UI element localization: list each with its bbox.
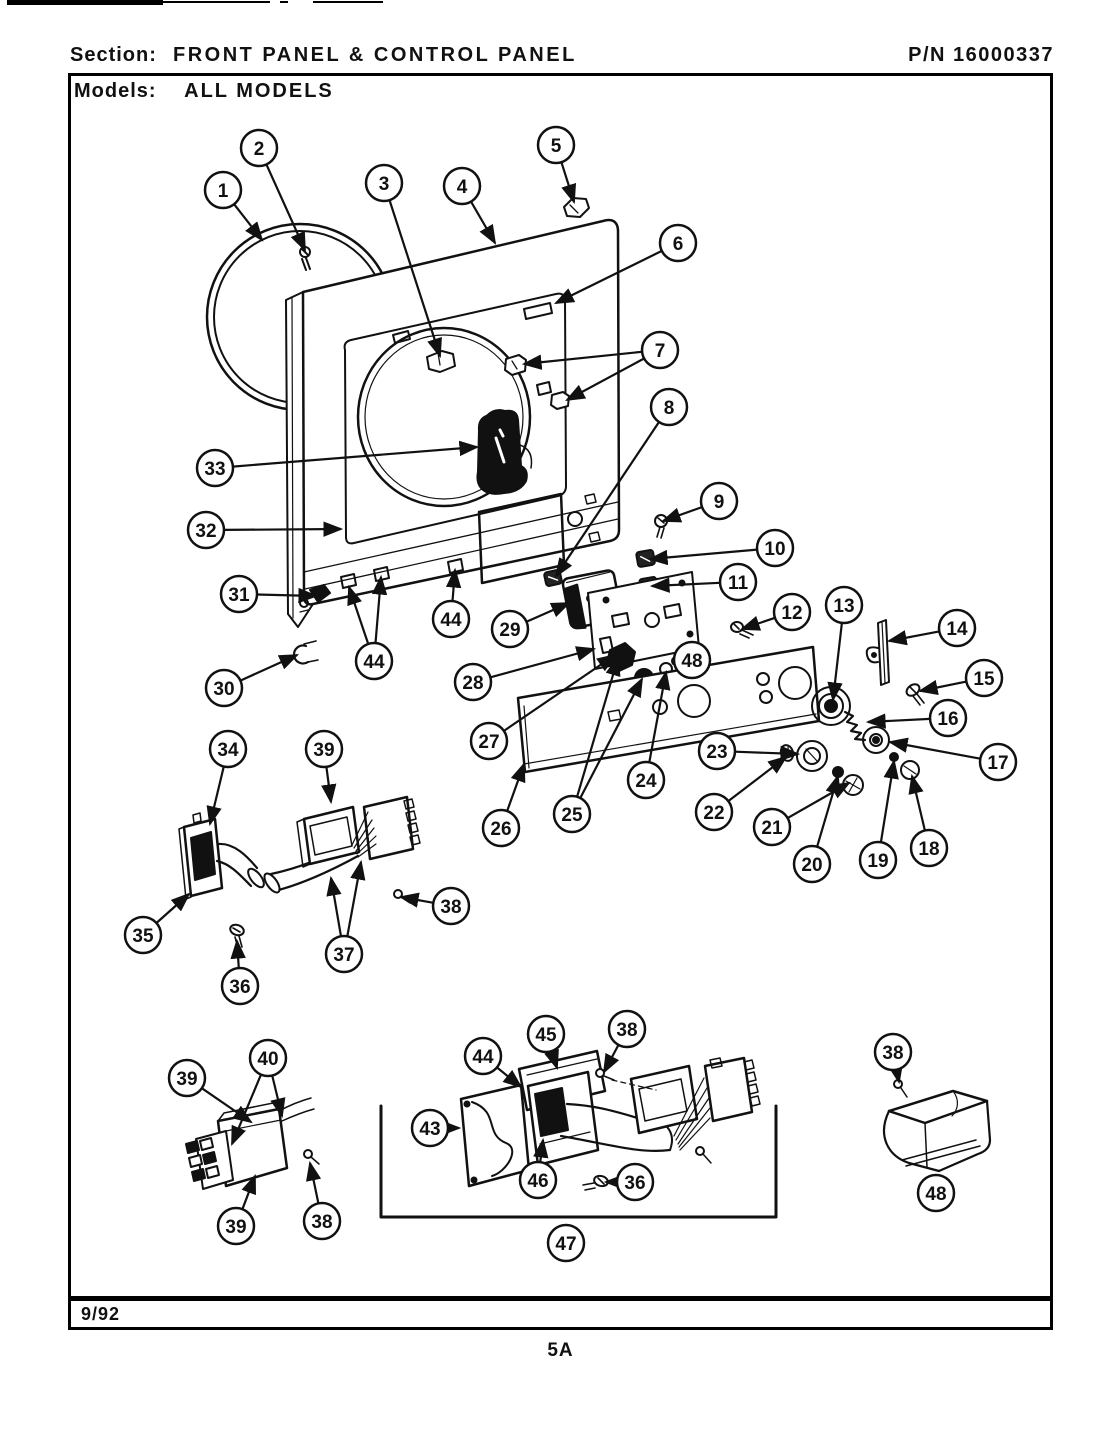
callout-number: 10 <box>764 538 786 560</box>
leader-line-36 <box>237 941 239 968</box>
callout-number: 45 <box>535 1024 557 1046</box>
callout-balloon-21 <box>754 809 790 845</box>
callout-number: 1 <box>217 180 229 202</box>
callout-balloon-11 <box>720 564 756 600</box>
callout-balloon-34 <box>210 731 246 767</box>
callout-balloon-39 <box>169 1060 205 1096</box>
leader-line-17 <box>890 742 980 759</box>
callout-balloon-39 <box>306 731 342 767</box>
models-value: ALL MODELS <box>184 80 334 102</box>
leader-line-34 <box>210 767 224 825</box>
callout-balloon-4 <box>444 168 480 204</box>
leader-line-12 <box>742 618 775 629</box>
leader-line-26 <box>507 764 524 811</box>
callout-number: 30 <box>213 678 235 700</box>
left-harness-parts <box>179 797 420 948</box>
callout-balloon-3 <box>366 165 402 201</box>
callout-balloon-2 <box>241 130 277 166</box>
callout-balloon-14 <box>939 610 975 646</box>
callout-balloon-22 <box>696 794 732 830</box>
leader-line-9 <box>663 507 702 521</box>
callout-balloon-16 <box>930 700 966 736</box>
callout-number: 12 <box>781 602 803 624</box>
front-panel-part <box>286 220 619 627</box>
part-number: P/N 16000337 <box>908 44 1054 66</box>
callout-number: 36 <box>229 976 251 998</box>
callout-balloon-28 <box>455 664 491 700</box>
leader-line-4 <box>471 202 495 243</box>
leader-line-14 <box>889 631 939 641</box>
section-title: FRONT PANEL & CONTROL PANEL <box>173 44 577 66</box>
callout-number: 20 <box>801 854 823 876</box>
callout-number: 17 <box>987 752 1009 774</box>
callout-balloon-31 <box>221 576 257 612</box>
callout-balloon-48 <box>674 642 710 678</box>
callout-balloon-36 <box>617 1164 653 1200</box>
callout-number: 31 <box>228 584 250 606</box>
callout-balloon-5 <box>538 127 574 163</box>
leader-line-18 <box>912 776 925 831</box>
callout-number: 2 <box>253 138 265 160</box>
callout-number: 14 <box>946 618 968 640</box>
callout-balloon-13 <box>826 587 862 623</box>
callout-balloon-27 <box>471 723 507 759</box>
callout-number: 19 <box>867 850 889 872</box>
callout-number: 27 <box>478 731 500 753</box>
callout-number: 44 <box>440 609 462 631</box>
leader-line-16 <box>868 719 930 722</box>
callout-number: 46 <box>527 1170 549 1192</box>
leader-line-22 <box>728 757 786 801</box>
leader-line-1 <box>234 204 262 240</box>
callout-number: 16 <box>937 708 959 730</box>
callout-number: 37 <box>333 944 355 966</box>
callout-number: 6 <box>672 233 684 255</box>
callout-balloon-17 <box>980 744 1016 780</box>
callout-balloon-32 <box>188 512 224 548</box>
leader-line-44 <box>497 1067 521 1087</box>
callout-balloon-18 <box>911 830 947 866</box>
leader-line-32 <box>224 529 341 530</box>
callout-number: 23 <box>706 741 728 763</box>
callout-balloon-19 <box>860 842 896 878</box>
callout-number: 39 <box>313 739 335 761</box>
models-label: Models: <box>74 80 157 102</box>
callout-balloon-1 <box>205 172 241 208</box>
callout-number: 32 <box>195 520 217 542</box>
leader-line-38 <box>604 1045 619 1072</box>
callout-number: 39 <box>225 1216 247 1238</box>
callout-balloon-39 <box>218 1208 254 1244</box>
leader-line-38 <box>310 1163 318 1203</box>
callout-balloon-12 <box>774 594 810 630</box>
callout-balloon-35 <box>125 917 161 953</box>
callout-number: 48 <box>925 1183 947 1205</box>
revision-date: 9/92 <box>81 1304 121 1324</box>
callout-balloon-48 <box>918 1175 954 1211</box>
leader-line-30 <box>240 655 297 681</box>
leader-line-19 <box>881 761 894 842</box>
leader-line-2 <box>266 164 305 250</box>
callout-number: 43 <box>419 1118 441 1140</box>
callout-number: 38 <box>882 1042 904 1064</box>
callout-balloon-46 <box>520 1162 556 1198</box>
section-label: Section: <box>70 44 157 66</box>
callout-balloon-44 <box>465 1038 501 1074</box>
page-number: 5A <box>547 1340 574 1361</box>
callout-balloon-26 <box>483 810 519 846</box>
callout-number: 28 <box>462 672 484 694</box>
callout-number: 24 <box>635 770 657 792</box>
callout-balloon-10 <box>757 530 793 566</box>
callout-number: 7 <box>654 340 666 362</box>
callout-balloon-40 <box>250 1040 286 1076</box>
callout-balloon-25 <box>554 796 590 832</box>
callout-balloon-33 <box>197 450 233 486</box>
callout-number: 38 <box>311 1211 333 1233</box>
leader-line-39 <box>326 767 331 802</box>
callout-number: 5 <box>550 135 562 157</box>
screw-part-2 <box>300 247 310 270</box>
top-clip-part <box>564 198 589 217</box>
callout-number: 21 <box>761 817 783 839</box>
callout-balloon-23 <box>699 733 735 769</box>
callout-number: 11 <box>727 572 749 594</box>
callout-number: 18 <box>918 838 940 860</box>
callout-balloon-24 <box>628 762 664 798</box>
callout-number: 25 <box>561 804 583 826</box>
leader-line-15 <box>920 682 966 691</box>
callout-number: 9 <box>713 491 725 513</box>
leader-line-5 <box>561 162 574 202</box>
leader-line-21 <box>788 783 849 818</box>
leader-line-20 <box>817 776 838 847</box>
callout-number: 38 <box>616 1019 638 1041</box>
leader-line-37 <box>347 862 361 936</box>
callout-balloon-44 <box>433 601 469 637</box>
callout-balloon-7 <box>642 332 678 368</box>
callout-balloon-44 <box>356 643 392 679</box>
footer-strip <box>68 1299 1053 1330</box>
callout-number: 26 <box>490 818 512 840</box>
callout-number: 29 <box>499 619 521 641</box>
leader-line-37 <box>331 878 341 936</box>
callout-number: 44 <box>472 1046 494 1068</box>
callout-balloon-43 <box>412 1110 448 1146</box>
callout-balloon-15 <box>966 660 1002 696</box>
callout-balloon-38 <box>304 1203 340 1239</box>
callout-number: 47 <box>555 1233 577 1255</box>
callout-number: 22 <box>703 802 725 824</box>
leader-line-35 <box>156 894 189 923</box>
leader-line-28 <box>490 649 594 677</box>
callout-balloon-38 <box>433 888 469 924</box>
callout-balloon-37 <box>326 936 362 972</box>
callout-number: 36 <box>624 1172 646 1194</box>
callout-balloon-20 <box>794 846 830 882</box>
callout-number: 48 <box>681 650 703 672</box>
callout-balloon-29 <box>492 611 528 647</box>
callout-number: 13 <box>833 595 855 617</box>
callout-number: 33 <box>204 458 226 480</box>
leader-line-10 <box>650 550 757 559</box>
callout-number: 34 <box>217 739 239 761</box>
callout-number: 4 <box>456 176 468 198</box>
callout-number: 38 <box>440 896 462 918</box>
callout-number: 35 <box>132 925 154 947</box>
callout-number: 15 <box>973 668 995 690</box>
callout-balloon-45 <box>528 1016 564 1052</box>
callout-number: 40 <box>257 1048 279 1070</box>
callout-number: 3 <box>378 173 390 195</box>
leader-line-31 <box>257 595 316 597</box>
callout-balloon-38 <box>609 1011 645 1047</box>
callout-balloon-47 <box>548 1225 584 1261</box>
center-harness-parts <box>461 1051 760 1190</box>
leader-line-29 <box>527 603 570 622</box>
callout-balloon-38 <box>875 1034 911 1070</box>
callout-balloon-36 <box>222 968 258 1004</box>
terminal-cover-part <box>884 1080 990 1171</box>
callout-number: 8 <box>663 397 675 419</box>
callout-balloon-9 <box>701 483 737 519</box>
callout-number: 44 <box>363 651 385 673</box>
callout-balloon-6 <box>660 225 696 261</box>
lower-left-plug-parts <box>186 1098 319 1189</box>
callout-balloon-30 <box>206 670 242 706</box>
callout-number: 39 <box>176 1068 198 1090</box>
callout-balloon-8 <box>651 389 687 425</box>
